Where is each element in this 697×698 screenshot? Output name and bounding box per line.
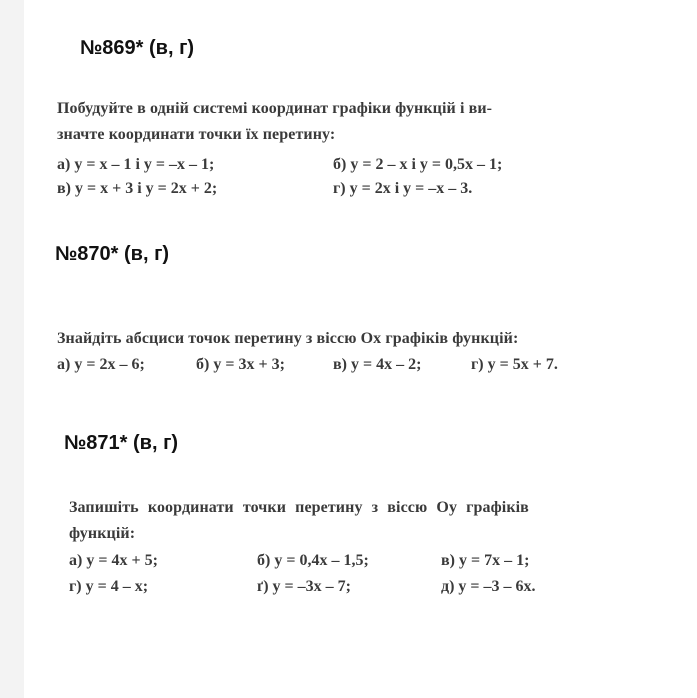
problem-871-text-line2: функцій:: [69, 525, 136, 542]
page-margin-strip: [0, 0, 24, 698]
problem-871-item-v: в) y = 7x – 1;: [441, 552, 530, 569]
problem-870-item-v: в) y = 4x – 2;: [333, 356, 422, 373]
problem-871-item-a: а) y = 4x + 5;: [69, 552, 158, 569]
problem-871-title: №871* (в, г): [64, 432, 179, 454]
problem-869-title: №869* (в, г): [80, 37, 195, 59]
problem-871-item-d: д) y = –3 – 6x.: [441, 578, 536, 595]
problem-871-item-gg: ґ) y = –3x – 7;: [257, 578, 351, 595]
problem-870-item-g: г) y = 5x + 7.: [471, 356, 558, 373]
problem-870-item-a: а) y = 2x – 6;: [57, 356, 145, 373]
problem-869-item-b: б) y = 2 – x і y = 0,5x – 1;: [333, 156, 503, 173]
problem-870-text-line1: Знайдіть абсциси точок перетину з віссю Ox графіків функцій:: [57, 330, 519, 347]
problem-870-title: №870* (в, г): [55, 243, 170, 265]
problem-869-item-a: а) y = x – 1 і y = –x – 1;: [57, 156, 215, 173]
problem-869-text-line2: значте координати точки їх перетину:: [57, 126, 336, 143]
problem-869-item-g: г) y = 2x і y = –x – 3.: [333, 180, 473, 197]
problem-871-item-g: г) y = 4 – x;: [69, 578, 149, 595]
problem-870-item-b: б) y = 3x + 3;: [196, 356, 285, 373]
problem-869-text-line1: Побудуйте в одній системі координат графіки функцій і ви-: [57, 100, 493, 117]
problem-871-text-line1: Запишіть координати точки перетину з віссю Oy графіків: [69, 499, 529, 516]
problem-869-item-v: в) y = x + 3 і y = 2x + 2;: [57, 180, 218, 197]
problem-871-item-b: б) y = 0,4x – 1,5;: [257, 552, 369, 569]
